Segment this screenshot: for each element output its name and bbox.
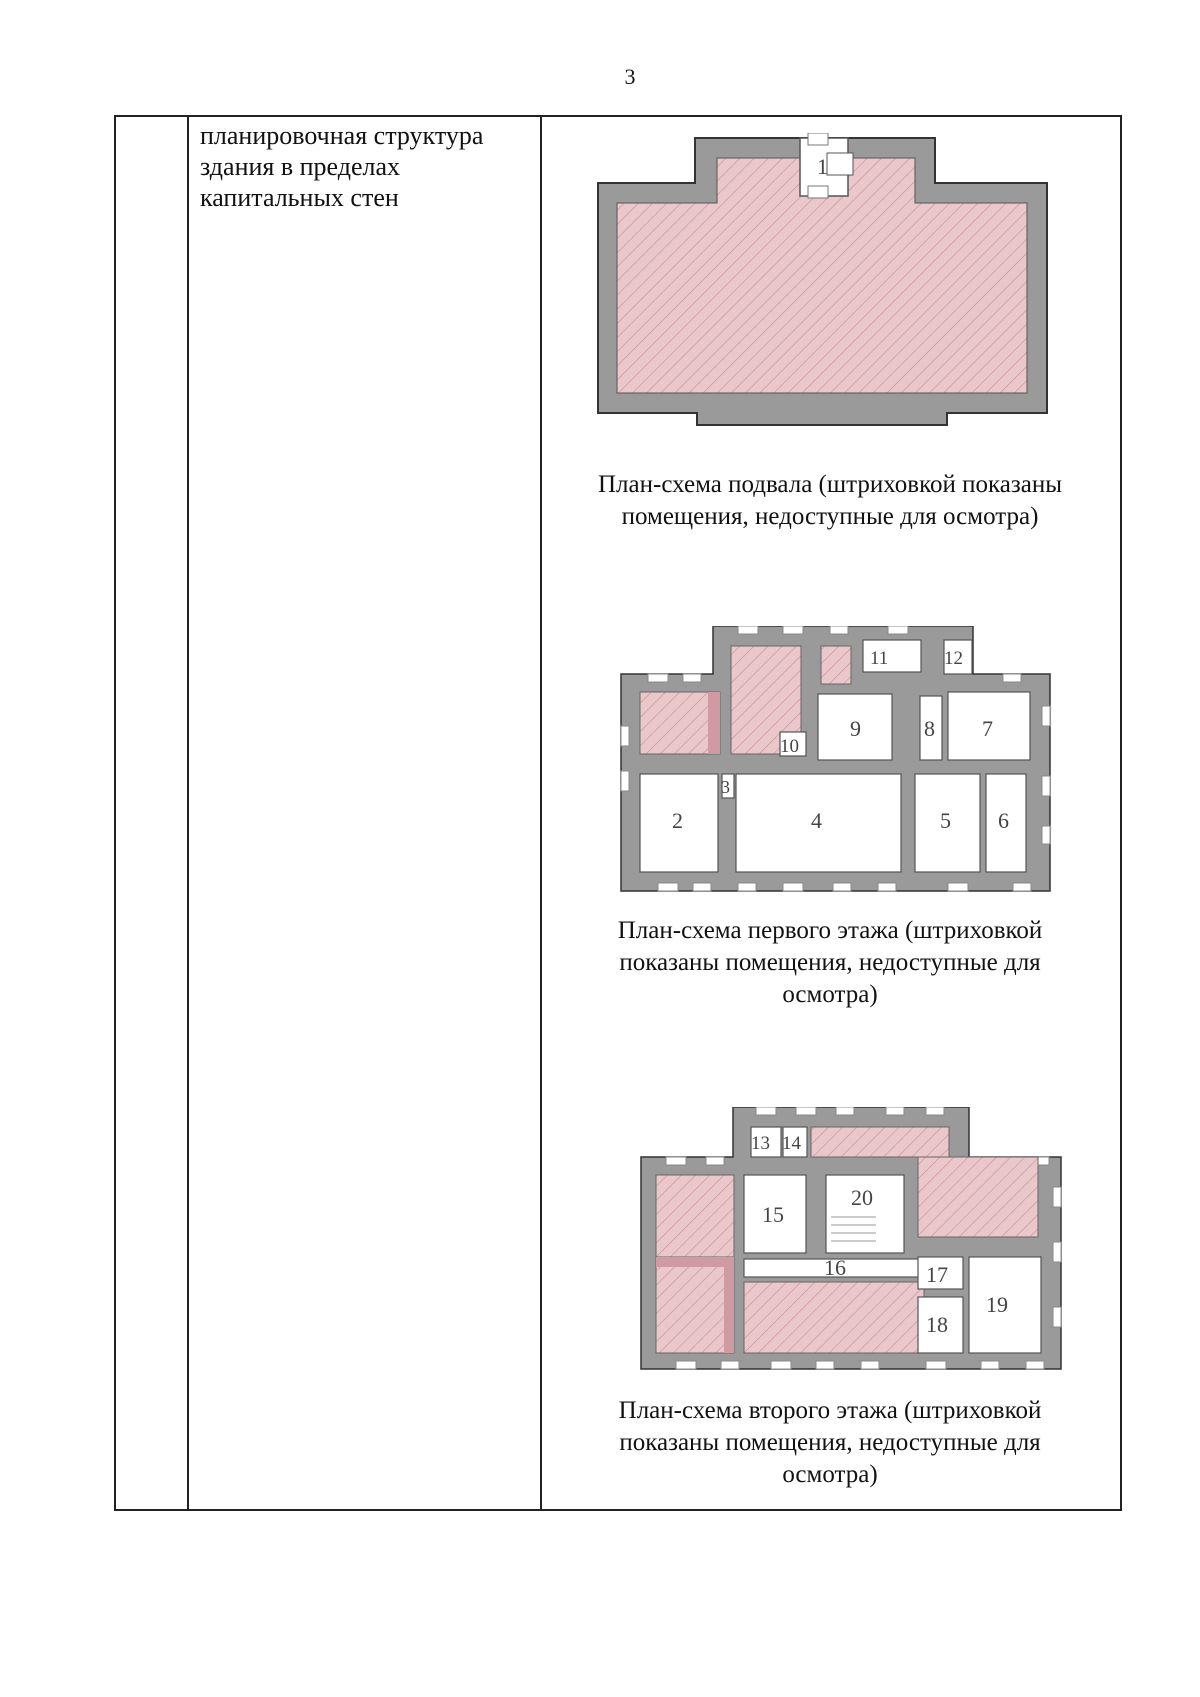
- room-label: 5: [940, 808, 951, 833]
- second-floor-plan: [636, 1107, 1066, 1372]
- caption-line: План-схема подвала (штриховкой показаны: [598, 471, 1062, 498]
- basement-plan: [595, 133, 1050, 428]
- room-label: 2: [672, 808, 683, 833]
- row-label-line: здания в пределах: [200, 152, 401, 181]
- row-label: [200, 120, 530, 213]
- second-floor-inaccessible-2: [656, 1257, 734, 1353]
- first-floor-inaccessible-3: [821, 646, 851, 684]
- room-label: 7: [982, 716, 993, 741]
- second-floor-inaccessible-4: [811, 1127, 949, 1157]
- caption-line: осмотра): [782, 1461, 878, 1488]
- first-floor-plan: [618, 626, 1058, 894]
- room-label: 9: [850, 716, 861, 741]
- caption-line: показаны помещения, недоступные для: [619, 949, 1041, 976]
- second-floor-caption: [545, 1395, 1115, 1491]
- basement-caption: [545, 469, 1115, 533]
- second-floor-inaccessible-5: [918, 1157, 1038, 1237]
- room-label: 15: [762, 1202, 784, 1227]
- room-label: 8: [924, 716, 935, 741]
- room-label: 3: [721, 777, 730, 797]
- room-label: 13: [751, 1133, 770, 1154]
- caption-line: помещения, недоступные для осмотра): [621, 503, 1039, 530]
- page-number: 3: [624, 64, 636, 89]
- caption-line: План-схема второго этажа (штриховкой: [618, 1397, 1042, 1424]
- first-floor-caption: [545, 915, 1115, 1011]
- room-label: 14: [782, 1133, 801, 1154]
- row-label-line: капитальных стен: [200, 183, 399, 212]
- room-label: 17: [926, 1262, 948, 1287]
- second-floor-inaccessible-1: [656, 1175, 734, 1257]
- room-label: 6: [998, 808, 1009, 833]
- room-label: 10: [780, 736, 799, 757]
- room-label: 19: [986, 1292, 1008, 1317]
- room-label: 20: [851, 1185, 873, 1210]
- room-label: 4: [811, 808, 822, 833]
- column-divider-1: [187, 117, 189, 1509]
- room-label: 16: [824, 1255, 846, 1280]
- room-label: 1: [817, 154, 828, 179]
- room-label: 12: [944, 648, 963, 669]
- room-label: 18: [926, 1312, 948, 1337]
- room-label: 11: [870, 648, 889, 669]
- caption-line: План-схема первого этажа (штриховкой: [617, 917, 1043, 944]
- second-floor-inaccessible-3: [744, 1282, 924, 1353]
- row-label-line: планировочная структура: [200, 121, 484, 150]
- column-divider-2: [540, 117, 542, 1509]
- caption-line: показаны помещения, недоступные для: [619, 1429, 1041, 1456]
- caption-line: осмотра): [782, 981, 878, 1008]
